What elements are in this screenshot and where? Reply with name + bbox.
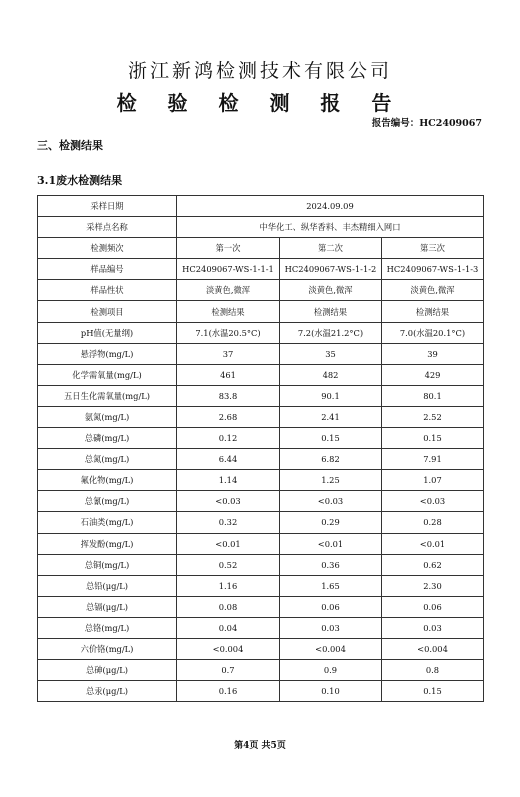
result-value: 0.06: [280, 596, 382, 617]
result-value: 0.03: [280, 617, 382, 638]
table-row: [38, 406, 484, 427]
parameter-name: 总氮(mg/L): [38, 449, 177, 470]
table-row: [38, 533, 484, 554]
sub-section-heading: 3.1废水检测结果: [37, 174, 123, 187]
result-value: 0.08: [177, 596, 280, 617]
result-value: 6.82: [280, 449, 382, 470]
parameter-name: 石油类(mg/L): [38, 512, 177, 533]
result-value: <0.01: [280, 533, 382, 554]
result-value: 429: [382, 364, 484, 385]
result-header-cell: 检测结果: [382, 301, 484, 322]
sampling-date-value: 2024.09.09: [177, 196, 484, 217]
page-number: 第4页 共5页: [234, 741, 286, 751]
parameter-name: 总氰(mg/L): [38, 491, 177, 512]
table-row: [38, 343, 484, 364]
result-value: 0.52: [177, 554, 280, 575]
result-value: <0.004: [177, 638, 280, 659]
result-value: 1.65: [280, 575, 382, 596]
table-row: [38, 217, 484, 238]
test-item-label: 检测项目: [38, 301, 177, 322]
parameter-name: 五日生化需氧量(mg/L): [38, 385, 177, 406]
result-value: <0.03: [382, 491, 484, 512]
result-value: 39: [382, 343, 484, 364]
parameter-name: 总砷(μg/L): [38, 660, 177, 681]
result-value: 0.7: [177, 660, 280, 681]
result-value: 1.16: [177, 575, 280, 596]
parameter-name: 六价铬(mg/L): [38, 638, 177, 659]
parameter-name: 总铜(mg/L): [38, 554, 177, 575]
frequency-cell: 第二次: [280, 238, 382, 259]
table-row: [38, 491, 484, 512]
result-value: 2.30: [382, 575, 484, 596]
table-row: [38, 554, 484, 575]
result-value: 7.2(水温21.2°C): [280, 322, 382, 343]
result-value: 0.15: [382, 681, 484, 702]
table-row: [38, 660, 484, 681]
location-label: 采样点名称: [38, 217, 177, 238]
result-value: 37: [177, 343, 280, 364]
sampling-date-label: 采样日期: [38, 196, 177, 217]
section-heading: 三、检测结果: [37, 139, 103, 152]
table-row: [38, 575, 484, 596]
parameter-name: 悬浮物(mg/L): [38, 343, 177, 364]
parameter-name: 总磷(mg/L): [38, 428, 177, 449]
result-value: 35: [280, 343, 382, 364]
parameter-name: 氨氮(mg/L): [38, 406, 177, 427]
table-row: [38, 196, 484, 217]
result-value: 0.29: [280, 512, 382, 533]
frequency-cell: 第三次: [382, 238, 484, 259]
table-row: [38, 617, 484, 638]
result-value: 461: [177, 364, 280, 385]
sample-id-cell: HC2409067-WS-1-1-3: [382, 259, 484, 280]
result-value: <0.03: [177, 491, 280, 512]
result-value: <0.01: [382, 533, 484, 554]
table-row: [38, 449, 484, 470]
frequency-label: 检测频次: [38, 238, 177, 259]
result-value: 0.06: [382, 596, 484, 617]
parameter-name: 氟化物(mg/L): [38, 470, 177, 491]
result-header-cell: 检测结果: [177, 301, 280, 322]
parameter-name: 总铅(μg/L): [38, 575, 177, 596]
table-row: [38, 638, 484, 659]
result-value: 1.25: [280, 470, 382, 491]
sample-id-cell: HC2409067-WS-1-1-2: [280, 259, 382, 280]
result-value: 0.28: [382, 512, 484, 533]
result-value: 0.10: [280, 681, 382, 702]
parameter-name: pH值(无量纲): [38, 322, 177, 343]
result-value: 7.0(水温20.1°C): [382, 322, 484, 343]
parameter-name: 总汞(μg/L): [38, 681, 177, 702]
result-value: 7.1(水温20.5°C): [177, 322, 280, 343]
result-value: 90.1: [280, 385, 382, 406]
result-value: 0.12: [177, 428, 280, 449]
result-header-cell: 检测结果: [280, 301, 382, 322]
sample-character-cell: 淡黄色,微浑: [280, 280, 382, 301]
result-value: 0.03: [382, 617, 484, 638]
result-value: 0.04: [177, 617, 280, 638]
table-row: [38, 596, 484, 617]
sample-id-label: 样品编号: [38, 259, 177, 280]
frequency-cell: 第一次: [177, 238, 280, 259]
result-value: 0.15: [382, 428, 484, 449]
result-value: 2.52: [382, 406, 484, 427]
result-value: <0.03: [280, 491, 382, 512]
table-row: [38, 364, 484, 385]
company-name: 浙江新鸿检测技术有限公司: [127, 60, 392, 82]
table-row: [38, 512, 484, 533]
parameter-name: 总镉(μg/L): [38, 596, 177, 617]
sample-id-cell: HC2409067-WS-1-1-1: [177, 259, 280, 280]
result-value: 482: [280, 364, 382, 385]
parameter-name: 总铬(mg/L): [38, 617, 177, 638]
table-row: [38, 301, 484, 322]
parameter-name: 化学需氧量(mg/L): [38, 364, 177, 385]
table-row: [38, 385, 484, 406]
report-number: 报告编号：HC2409067: [371, 118, 482, 129]
result-value: <0.004: [382, 638, 484, 659]
result-value: 0.32: [177, 512, 280, 533]
result-value: 0.36: [280, 554, 382, 575]
sample-character-cell: 淡黄色,微浑: [382, 280, 484, 301]
table-row: [38, 428, 484, 449]
result-value: 2.68: [177, 406, 280, 427]
table-row: [38, 470, 484, 491]
result-value: 0.8: [382, 660, 484, 681]
result-value: 0.62: [382, 554, 484, 575]
result-value: 80.1: [382, 385, 484, 406]
result-value: 6.44: [177, 449, 280, 470]
result-value: 7.91: [382, 449, 484, 470]
sample-character-label: 样品性状: [38, 280, 177, 301]
result-value: 2.41: [280, 406, 382, 427]
table-row: [38, 238, 484, 259]
result-value: 0.16: [177, 681, 280, 702]
sample-character-cell: 淡黄色,微浑: [177, 280, 280, 301]
table-row: [38, 681, 484, 702]
result-value: <0.01: [177, 533, 280, 554]
result-value: <0.004: [280, 638, 382, 659]
result-value: 0.15: [280, 428, 382, 449]
result-value: 1.14: [177, 470, 280, 491]
report-title: 检 验 检 测 报 告: [116, 91, 404, 115]
result-value: 1.07: [382, 470, 484, 491]
table-row: [38, 280, 484, 301]
parameter-name: 挥发酚(mg/L): [38, 533, 177, 554]
wastewater-results-table: [37, 195, 484, 702]
result-value: 83.8: [177, 385, 280, 406]
result-value: 0.9: [280, 660, 382, 681]
location-value: 中华化工、纵华香料、丰杰精细入网口: [177, 217, 484, 238]
table-row: [38, 259, 484, 280]
table-row: [38, 322, 484, 343]
